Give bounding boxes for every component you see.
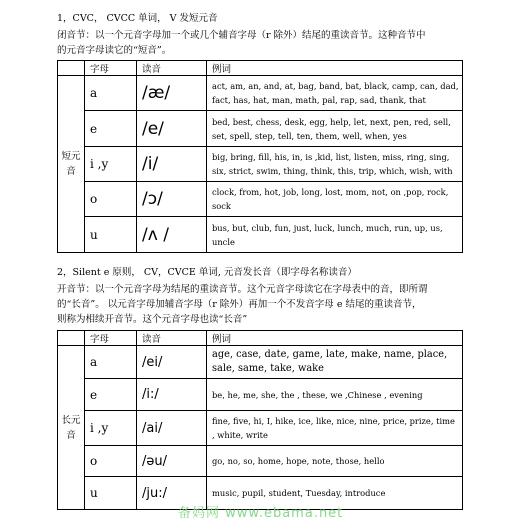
letter-cell: i ,y: [85, 411, 137, 446]
letter-cell: e: [85, 379, 137, 411]
sound-cell: /i/: [137, 147, 207, 182]
category-cell: 长元音: [58, 346, 85, 510]
letter-cell: o: [85, 446, 137, 477]
header-blank: [58, 331, 85, 346]
letter-cell: u: [85, 217, 137, 253]
table-row: [58, 446, 463, 477]
header-sound: 读音: [137, 61, 207, 76]
section2-paragraph: [57, 282, 477, 327]
header-examples: 例词: [207, 331, 463, 346]
examples-cell: bus, but, club, fun, just, luck, lunch, much, run, up, us, uncle: [207, 217, 463, 253]
table-row: [58, 346, 463, 379]
sound-cell: /ei/: [137, 346, 207, 379]
letter-cell: e: [85, 111, 137, 147]
letter-cell: u: [85, 477, 137, 510]
header-letter: 字母: [85, 61, 137, 76]
section2-heading: 2，Silent e 原则， CV，CVCE 单词, 元音发长音（即字母名称读音）: [57, 267, 357, 278]
sound-cell: /i:/: [137, 379, 207, 411]
header-letter: 字母: [85, 331, 137, 346]
examples-cell: clock, from, hot, job, long, lost, mom, not, on ,pop, rock, sock: [207, 182, 463, 217]
header-examples: 例词: [207, 61, 463, 76]
section1-para-line2: 的元音字母读它的“短音”。: [57, 45, 172, 56]
examples-cell: be, he, me, she, the , these, we ,Chinese , evening: [207, 379, 463, 411]
sound-cell: /ɔ/: [137, 182, 207, 217]
table-row: [58, 76, 463, 111]
letter-cell: a: [85, 346, 137, 379]
examples-cell: age, case, date, game, late, make, name, place, sale, same, take, wake: [207, 346, 463, 379]
long-vowel-table: [57, 330, 463, 510]
table-row: [58, 411, 463, 446]
letter-cell: i ,y: [85, 147, 137, 182]
table-row: [58, 182, 463, 217]
watermark: 备妈网 www.ebama.net: [178, 506, 344, 521]
sound-cell: /æ/: [137, 76, 207, 111]
letter-cell: o: [85, 182, 137, 217]
examples-cell: bed, best, chess, desk, egg, help, let, next, pen, red, sell, set, spell, step, tell, ten, them, well, when, yes: [207, 111, 463, 147]
sound-cell: /ai/: [137, 411, 207, 446]
table-header-row: [58, 61, 463, 76]
examples-cell: go, no, so, home, hope, note, those, hello: [207, 446, 463, 477]
header-blank: [58, 61, 85, 76]
examples-cell: fine, five, hi, I, hike, ice, like, nice, nine, price, prize, time , white, write: [207, 411, 463, 446]
letter-cell: a: [85, 76, 137, 111]
section1-para-line1: 闭音节：以一个元音字母加一个或几个辅音字母（r 除外）结尾的重读音节。这种音节中: [57, 30, 426, 41]
table-row: [58, 111, 463, 147]
sound-cell: /əu/: [137, 446, 207, 477]
examples-cell: act, am, an, and, at, bag, band, bat, black, camp, can, dad, fact, has, hat, man, math, pal, rap, sad, thank, that: [207, 76, 463, 111]
header-sound: 读音: [137, 331, 207, 346]
section2-para-line2: 的“长音”。 以元音字母加辅音字母（r 除外）再加一个不发音字母 e 结尾的重读音节，: [57, 299, 422, 310]
section2-para-line1: 开音节：以一个元音字母为结尾的重读音节。这个元音字母读它在字母表中的音，即所谓: [57, 284, 428, 295]
sound-cell: /e/: [137, 111, 207, 147]
section2-para-line3: 则称为相续开音节。这个元音字母也读“长音”: [57, 314, 248, 325]
table-row: [58, 147, 463, 182]
section1-paragraph: [57, 28, 477, 58]
table-row: [58, 217, 463, 253]
short-vowel-table: [57, 60, 463, 253]
sound-cell: /ʌ /: [137, 217, 207, 253]
examples-cell: music, pupil, student, Tuesday, introduce: [207, 477, 463, 510]
category-cell: 短元音: [58, 76, 85, 253]
table-row: [58, 379, 463, 411]
section1-heading: 1，CVC， CVCC 单词， V 发短元音: [57, 13, 218, 24]
sound-cell: /ju:/: [137, 477, 207, 510]
examples-cell: big, bring, fill, his, in, is ,kid, list, listen, miss, ring, sing, six, strict, swim, thing, think, this, trip, which, wish, with: [207, 147, 463, 182]
table-header-row: [58, 331, 463, 346]
